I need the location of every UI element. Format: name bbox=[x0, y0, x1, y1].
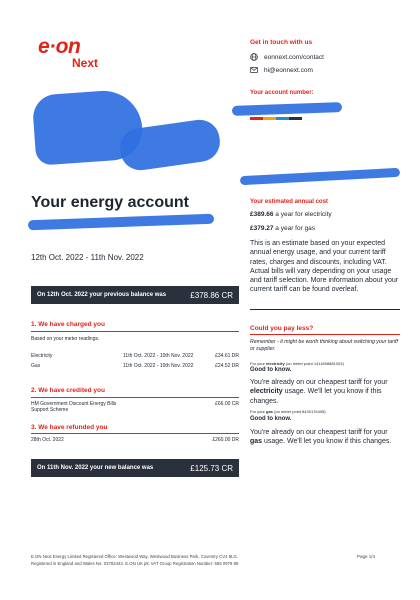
refunded-title: 3. We have refunded you bbox=[31, 424, 108, 431]
bar-segment bbox=[250, 117, 263, 120]
estimate-electricity bbox=[250, 211, 332, 218]
contact-web-row[interactable] bbox=[250, 53, 324, 61]
pay-less-title: Could you pay less? bbox=[250, 325, 314, 332]
section-divider bbox=[31, 331, 239, 332]
table-row bbox=[31, 401, 239, 413]
new-balance-bar bbox=[31, 459, 239, 477]
logo-sub: Next bbox=[72, 56, 99, 70]
row-amount: £66.00 CR bbox=[215, 401, 239, 407]
row-item: Gas bbox=[31, 363, 41, 369]
table-row bbox=[31, 437, 239, 443]
footer-legal bbox=[31, 554, 238, 567]
row-amount: £24.52 DR bbox=[215, 363, 239, 369]
account-number-label: Your account number: bbox=[250, 90, 314, 96]
charged-note: Based on your meter readings. bbox=[31, 336, 100, 342]
cheapest-pre: You're already on our cheapest tariff for your bbox=[250, 429, 388, 436]
cheapest-fuel: gas bbox=[250, 438, 263, 446]
section-divider bbox=[31, 397, 239, 398]
eon-next-logo bbox=[38, 36, 98, 70]
good-to-know-electricity: Good to know. bbox=[250, 367, 292, 373]
billing-period: 12th Oct. 2022 - 11th Nov. 2022 bbox=[31, 253, 144, 262]
section-divider bbox=[250, 309, 400, 310]
contact-title: Get in touch with us bbox=[250, 39, 313, 46]
cheapest-post: usage. We'll let you know if this changes. bbox=[262, 438, 392, 446]
bar-segment bbox=[289, 117, 302, 120]
cheapest-pre: You're already on our cheapest tariff for your bbox=[250, 379, 388, 386]
page-title: Your energy account bbox=[31, 194, 189, 211]
cheapest-post: usage. We'll let you know if this changes. bbox=[250, 388, 382, 405]
table-row bbox=[31, 353, 239, 359]
contact-email-row[interactable] bbox=[250, 66, 313, 74]
good-to-know-gas: Good to know. bbox=[250, 416, 292, 422]
estimate-electricity-text: a year for electricity bbox=[273, 211, 332, 218]
row-amount: £260.00 DR bbox=[212, 437, 239, 443]
credited-title: 2. We have credited you bbox=[31, 387, 105, 394]
electricity-meter-line bbox=[250, 361, 344, 366]
section-divider bbox=[31, 433, 239, 434]
row-item: HM Government Discount Energy Bills Support Scheme bbox=[31, 401, 117, 413]
charged-title: 1. We have charged you bbox=[31, 321, 105, 328]
meter-fuel: electricity bbox=[266, 361, 285, 366]
redaction-scribble bbox=[240, 168, 400, 185]
mail-icon bbox=[250, 66, 258, 74]
row-item: Electricity bbox=[31, 353, 53, 359]
row-dates: 11th Oct. 2022 - 10th Nov. 2022 bbox=[123, 353, 194, 359]
redaction-scribble bbox=[28, 214, 214, 230]
account-color-bar bbox=[250, 117, 302, 120]
estimate-body: This is an estimate based on your expected annual energy usage, and your current tariff rates, charges and discounts, including VAT. Actual bills will vary depending on your usage and tariff selection. More information about your current tariff can be found overleaf. bbox=[250, 240, 399, 294]
previous-balance-label: On 12th Oct. 2022 your previous balance was bbox=[37, 292, 167, 298]
new-balance-label: On 11th Nov. 2022 your new balance was bbox=[37, 465, 154, 471]
page-number: Page 1/4 bbox=[357, 554, 376, 559]
table-row bbox=[31, 363, 239, 369]
bar-segment bbox=[263, 117, 276, 120]
electricity-cheapest-text bbox=[250, 378, 400, 406]
row-amount: £34.61 DR bbox=[215, 353, 239, 359]
meter-prefix: For your bbox=[250, 361, 267, 366]
globe-icon bbox=[250, 53, 258, 61]
new-balance-amount: £125.73 CR bbox=[190, 463, 233, 473]
estimate-title: Your estimated annual cost bbox=[250, 199, 328, 205]
gas-cheapest-text bbox=[250, 428, 400, 447]
estimate-electricity-amount: £389.66 bbox=[250, 211, 274, 218]
redaction-scribble bbox=[232, 102, 342, 116]
footer-line: E.ON Next Energy Limited Registered Office: Westwood Way, Westwood Business Park, Coventry CV4 8LG. bbox=[31, 554, 239, 559]
previous-balance-bar bbox=[31, 286, 239, 304]
footer-line: Registered in England and Wales No: 03782443. E.ON UK plc VAT Group Registration Number: 559 0978 89 bbox=[31, 560, 239, 566]
cheapest-fuel: electricity bbox=[250, 388, 283, 396]
estimate-gas bbox=[250, 225, 315, 232]
estimate-gas-text: a year for gas bbox=[273, 225, 316, 232]
contact-web-link[interactable]: eonnext.com/contact bbox=[264, 53, 324, 61]
meter-suffix: (on meter point 8430176408) bbox=[272, 409, 326, 414]
row-dates: 11th Oct. 2022 - 10th Nov. 2022 bbox=[123, 363, 194, 369]
section-divider bbox=[250, 334, 400, 335]
estimate-gas-amount: £379.27 bbox=[250, 225, 274, 232]
meter-suffix: (on meter point 1411898881003) bbox=[284, 361, 344, 366]
contact-email-link[interactable]: hi@eonnext.com bbox=[264, 66, 313, 74]
bar-segment bbox=[276, 117, 289, 120]
pay-less-remember: Remember - it might be worth thinking about switching your tariff or supplier. bbox=[250, 339, 398, 352]
gas-meter-line bbox=[250, 409, 326, 414]
previous-balance-amount: £378.86 CR bbox=[190, 290, 233, 300]
meter-fuel: gas bbox=[266, 409, 273, 414]
logo-wordmark: e·on bbox=[38, 35, 81, 58]
row-item: 28th Oct. 2022 bbox=[31, 437, 64, 443]
meter-prefix: For your bbox=[250, 409, 267, 414]
